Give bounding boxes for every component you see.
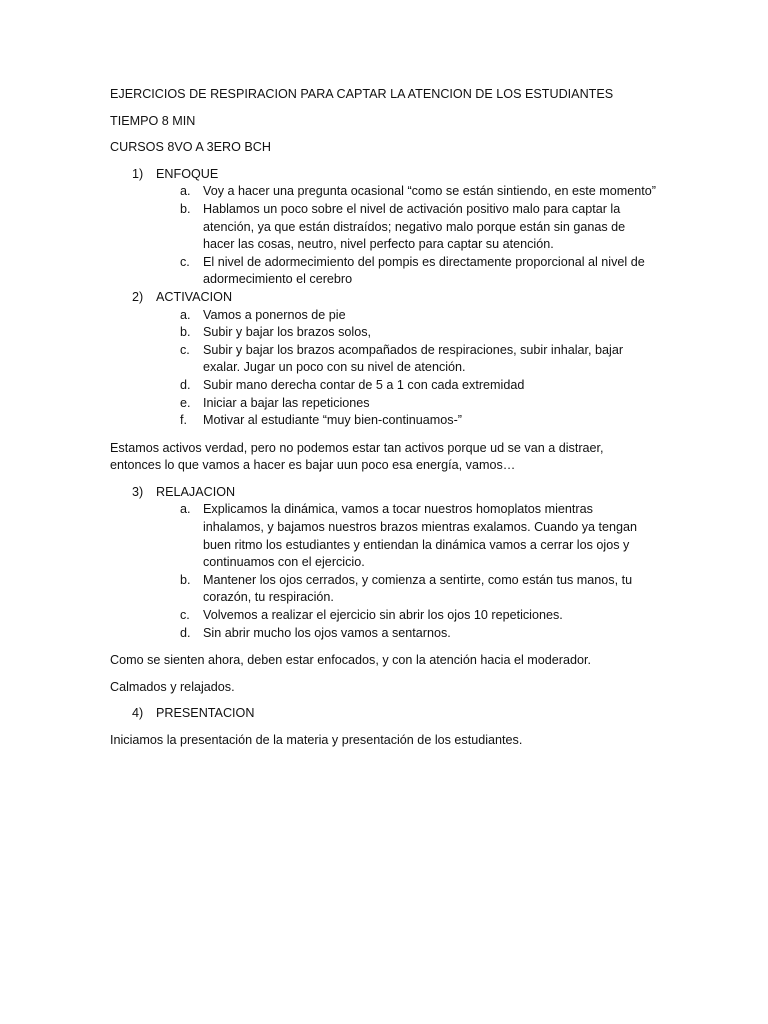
time-line: TIEMPO 8 MIN	[110, 113, 196, 128]
list-item	[110, 607, 656, 625]
paragraph-calm: Calmados y relajados.	[110, 679, 235, 694]
section-title: RELAJACION	[156, 484, 236, 499]
item-text: Subir y bajar los brazos solos,	[203, 325, 371, 340]
section-title: ACTIVACION	[156, 289, 233, 304]
list-item	[110, 625, 656, 643]
item-letter: d.	[180, 625, 191, 640]
list-item	[110, 342, 656, 377]
item-letter: d.	[180, 377, 191, 392]
section-heading	[110, 166, 656, 184]
list-item	[110, 324, 656, 342]
courses-line: CURSOS 8VO A 3ERO BCH	[110, 140, 271, 155]
item-letter: e.	[180, 395, 191, 410]
item-text: El nivel de adormecimiento del pompis es directamente proporcional al nivel de adormecimiento el cerebro	[203, 254, 645, 287]
paragraph-final: Iniciamos la presentación de la materia y presentación de los estudiantes.	[110, 733, 523, 747]
item-text: Sin abrir mucho los ojos vamos a sentarnos.	[203, 625, 451, 640]
item-text: Mantener los ojos cerrados, y comienza a sentirte, como están tus manos, tu corazón, tu respiración.	[203, 572, 633, 605]
item-letter: a.	[180, 307, 191, 322]
list-item	[110, 201, 656, 254]
section-title: ENFOQUE	[156, 166, 219, 181]
document-page	[110, 86, 656, 750]
section-number: 1)	[132, 166, 144, 181]
item-letter: a.	[180, 184, 191, 199]
section-heading	[110, 484, 656, 502]
paragraph-feeling: Como se sienten ahora, deben estar enfocados, y con la atención hacia el moderador.	[110, 653, 591, 668]
item-text: Iniciar a bajar las repeticiones	[203, 395, 370, 410]
item-letter: f.	[180, 413, 187, 428]
list-item	[110, 377, 656, 395]
section-enfoque	[110, 166, 656, 289]
item-letter: c.	[180, 254, 190, 269]
item-text: Subir mano derecha contar de 5 a 1 con cada extremidad	[203, 377, 525, 392]
item-text: Subir y bajar los brazos acompañados de respiraciones, subir inhalar, bajar exalar. Jugar un poco con su nivel de atención.	[203, 342, 624, 375]
section-heading	[110, 289, 656, 307]
paragraph-activation: Estamos activos verdad, pero no podemos estar tan activos porque ud se van a distraer, entonces lo que vamos a hacer es bajar uun poco esa energía, vamos…	[110, 440, 604, 473]
item-text: Explicamos la dinámica, vamos a tocar nuestros homoplatos mientras inhalamos, y bajamos nuestros brazos mientras exalamos. Cuando ya tengan buen ritmo los estudiantes y entiendan la dinámica vamos a cerrar los ojos y continuamos con el ejercicio.	[203, 502, 638, 570]
section-activacion	[110, 289, 656, 430]
section-title: PRESENTACION	[156, 706, 255, 721]
section-number: 3)	[132, 484, 144, 499]
item-letter: a.	[180, 502, 191, 517]
list-item	[110, 395, 656, 413]
list-item	[110, 254, 656, 289]
list-item	[110, 183, 656, 201]
section-heading	[110, 705, 656, 723]
item-text: Hablamos un poco sobre el nivel de activación positivo malo para captar la atención, ya que están distraídos; negativo malo porque están sin ganas de hacer las cosas, neutro, nivel perfecto para captar su atención.	[203, 201, 626, 252]
list-item	[110, 501, 656, 571]
item-text: Voy a hacer una pregunta ocasional “como se están sintiendo, en este momento”	[203, 184, 656, 199]
list-item	[110, 572, 656, 607]
section-number: 4)	[132, 706, 144, 721]
section-presentacion	[110, 705, 656, 723]
list-item	[110, 412, 656, 430]
document-title: EJERCICIOS DE RESPIRACION PARA CAPTAR LA ATENCION DE LOS ESTUDIANTES	[110, 87, 614, 101]
item-letter: b.	[180, 325, 191, 340]
item-letter: c.	[180, 342, 190, 357]
list-item	[110, 307, 656, 325]
section-relajacion	[110, 484, 656, 642]
item-text: Vamos a ponernos de pie	[203, 307, 346, 322]
item-letter: b.	[180, 201, 191, 216]
section-number: 2)	[132, 289, 144, 304]
item-letter: c.	[180, 608, 190, 623]
item-letter: b.	[180, 572, 191, 587]
item-text: Motivar al estudiante “muy bien-continuamos-”	[203, 413, 462, 428]
item-text: Volvemos a realizar el ejercicio sin abrir los ojos 10 repeticiones.	[203, 608, 563, 623]
